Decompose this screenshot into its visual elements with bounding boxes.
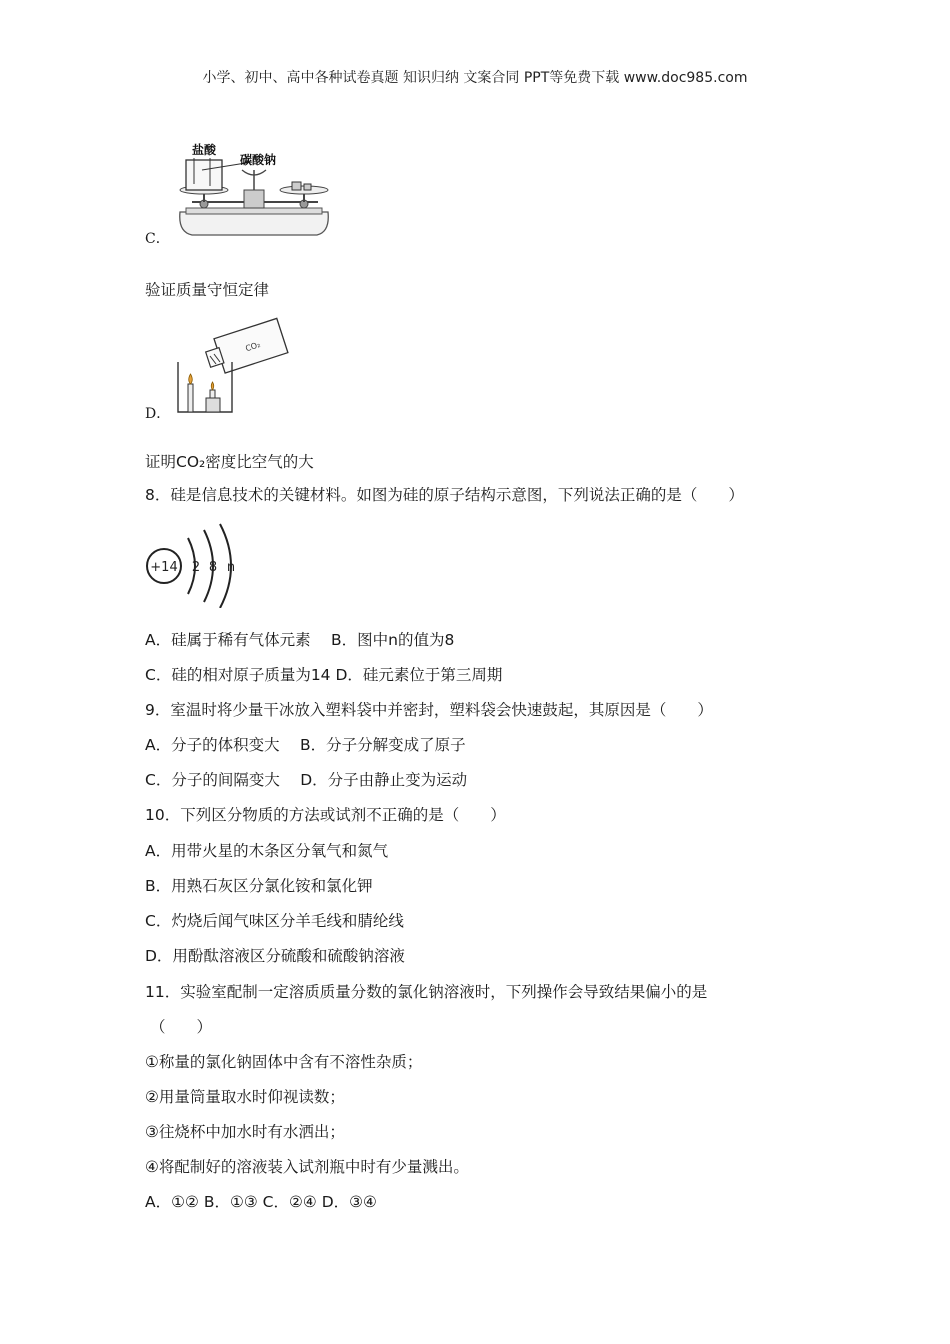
q11-stem: 11．实验室配制一定溶质质量分数的氯化钠溶液时，下列操作会导致结果偏小的是 <box>145 983 708 1001</box>
fig-label-na2co3: 碳酸钠 <box>240 153 277 167</box>
q11-item-3: ③往烧杯中加水时有水洒出； <box>145 1123 345 1141</box>
q10-option-a: A．用带火星的木条区分氧气和氮气 <box>145 842 389 860</box>
q11-paren: （ ） <box>150 1018 213 1036</box>
option-c-label: C． <box>145 231 170 247</box>
shell-1-electrons: 2 <box>191 560 201 575</box>
silicon-atom-diagram <box>142 522 252 608</box>
fig-label-co2: CO₂ <box>244 340 262 354</box>
q11-item-2: ②用量筒量取水时仰视读数； <box>145 1088 345 1106</box>
q8-options-cd: C．硅的相对原子质量为14 D．硅元素位于第三周期 <box>145 666 503 684</box>
q10-option-b: B．用熟石灰区分氯化铵和氯化钾 <box>145 877 373 895</box>
option-d-label: D． <box>145 406 171 422</box>
page-header: 小学、初中、高中各种试卷真题 知识归纳 文案合同 PPT等免费下载 www.doc985.com <box>202 70 748 86</box>
q10-stem: 10．下列区分物质的方法或试剂不正确的是（ ） <box>145 806 506 824</box>
q11-options: A．①② B．①③ C．②④ D．③④ <box>145 1193 377 1211</box>
q9-options-ab: A．分子的体积变大 B．分子分解变成了原子 <box>145 736 466 754</box>
q11-item-4: ④将配制好的溶液装入试剂瓶中时有少量溅出。 <box>145 1158 469 1176</box>
co2-pouring-figure <box>170 312 290 420</box>
option-c-caption: 验证质量守恒定律 <box>145 281 270 299</box>
q8-stem: 8．硅是信息技术的关键材料。如图为硅的原子结构示意图，下列说法正确的是（ ） <box>145 486 744 504</box>
option-d-caption: 证明CO₂密度比空气的大 <box>145 453 314 471</box>
balance-scale-figure <box>172 140 337 240</box>
q11-item-1: ①称量的氯化钠固体中含有不溶性杂质； <box>145 1053 423 1071</box>
q8-options-ab: A．硅属于稀有气体元素 B．图中n的值为8 <box>145 631 455 649</box>
q9-stem: 9．室温时将少量干冰放入塑料袋中并密封，塑料袋会快速鼓起，其原因是（ ） <box>145 701 713 719</box>
q10-option-c: C．灼烧后闻气味区分羊毛线和腈纶线 <box>145 912 404 930</box>
q10-option-d: D．用酚酞溶液区分硫酸和硫酸钠溶液 <box>145 947 405 965</box>
shell-2-electrons: 8 <box>208 560 218 575</box>
shell-3-electrons: n <box>226 560 236 575</box>
q9-options-cd: C．分子的间隔变大 D．分子由静止变为运动 <box>145 771 468 789</box>
nucleus-charge: +14 <box>150 560 178 575</box>
fig-label-hcl: 盐酸 <box>192 143 217 157</box>
